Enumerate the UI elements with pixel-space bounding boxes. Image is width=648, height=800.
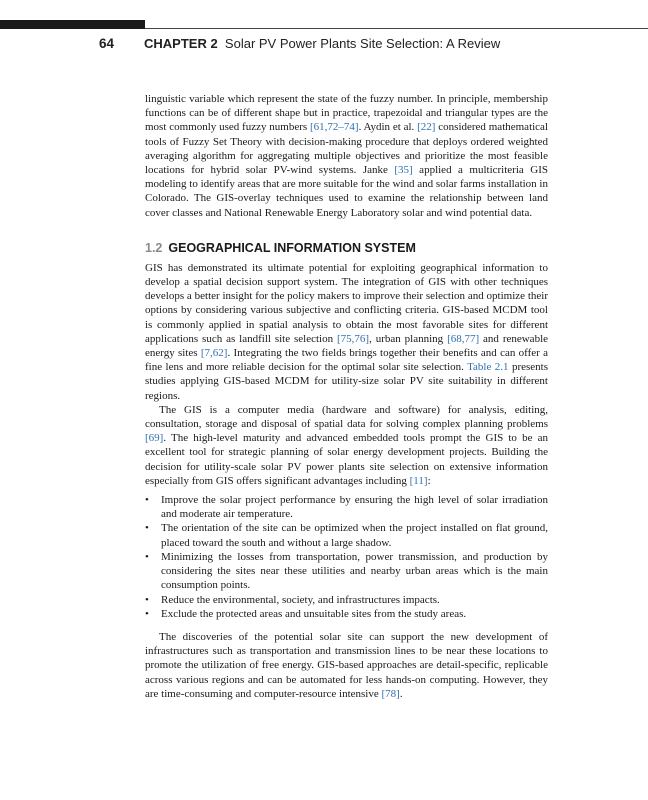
section-number: 1.2 bbox=[145, 240, 163, 255]
running-head bbox=[0, 34, 648, 54]
chapter-label: CHAPTER 2 bbox=[144, 36, 218, 51]
citation-link[interactable]: [75,76] bbox=[337, 332, 370, 345]
chapter-title: Solar PV Power Plants Site Selection: A Review bbox=[224, 36, 501, 51]
list-item: • Improve the solar project performance by ensuring the high level of solar irradiation and moderate air temperature. bbox=[145, 493, 548, 521]
citation-link[interactable]: [22] bbox=[417, 121, 436, 134]
paragraph-gis-intro: GIS has demonstrated its ultimate potential for exploiting geographical information to develop a spatial decision support system. The integration of GIS with other techniques develops a better insight for the policy makers to improve their selection and optimize their options by considering various subjective and conflicting criteria. GIS-based MCDM tool is commonly applied in spatial analysis to obtain the most favorable sites for different applications such as landfill site selection [75,76], urban planning [68,77] and renewable energy sites [7,62]. Integrating the two fields brings together their benefits and can offer a fine lens and more reliable decision for the optimal solar site selection. Table 2.1 presents studies applying GIS-based MCDM for utility-size solar PV site suitability in different regions. bbox=[145, 261, 549, 402]
citation-link[interactable]: [68,77] bbox=[447, 332, 480, 345]
header-bar bbox=[0, 20, 145, 29]
citation-link[interactable]: [11] bbox=[409, 474, 428, 487]
list-item: • Minimizing the losses from transportation, power transmission, and production by considering the sites near these utilities and nearby urban areas which is the main consumption points. bbox=[145, 550, 548, 593]
section-heading bbox=[145, 241, 548, 255]
citation-link[interactable]: [61,72–74] bbox=[310, 121, 359, 134]
citation-link[interactable]: [7,62] bbox=[200, 347, 228, 360]
section-title: GEOGRAPHICAL INFORMATION SYSTEM bbox=[168, 240, 416, 255]
citation-link[interactable]: [78] bbox=[381, 687, 400, 700]
advantages-list bbox=[145, 493, 548, 621]
chapter-heading bbox=[144, 36, 500, 51]
paragraph-gis-media: The GIS is a computer media (hardware and software) for analysis, editing, consultation, storage and disposal of spatial data for solving complex planning problems [69]. The high-level maturity and advanced embedded tools prompt the GIS to be an excellent tool for strategic planning of solar energy development projects. Building the decision for utility-scale solar PV power plants site selection on extensive information especially from GIS offers significant advantages including [11]: bbox=[145, 403, 548, 487]
citation-link[interactable]: [35] bbox=[394, 164, 413, 177]
table-link[interactable]: Table 2.1 bbox=[467, 361, 509, 374]
paragraph-discoveries: The discoveries of the potential solar site can support the new development of infrastructures such as transportation and transmission lines to be near these locations to promote the utilization of free energy. GIS-based approaches are detail-specific, replicable across various regions and can be automated for less hands-on computing. However, they are time-consuming and computer-resource intensive [78]. bbox=[145, 630, 548, 700]
list-item: • Reduce the environmental, society, and infrastructures impacts. bbox=[145, 593, 548, 607]
list-item: • Exclude the protected areas and unsuitable sites from the study areas. bbox=[145, 607, 548, 621]
page-number: 64 bbox=[99, 36, 115, 51]
page-body bbox=[145, 92, 548, 701]
paragraph-fuzzy: linguistic variable which represent the state of the fuzzy number. In principle, membership functions can be of different shape but in practice, trapezoidal and triangular types are the most commonly used fuzzy numbers [61,72–74]. Aydin et al. [22] considered mathematical tools of Fuzzy Set Theory with decision-making procedure that deploys ordered weighted averaging algorithm for aggregating multiple objectives and prioritize the most feasible locations for hybrid solar PV-wind systems. Janke [35] applied a multicriteria GIS modeling to identify areas that are more suitable for the wind and solar farms installation in Colorado. The GIS-overlay techniques used to examine the relationship between land cover classes and National Renewable Energy Laboratory solar and wind potential data. bbox=[145, 93, 549, 219]
header-rule bbox=[145, 28, 648, 29]
citation-link[interactable]: [69] bbox=[145, 432, 164, 445]
list-item: • The orientation of the site can be optimized when the project installed on flat ground, placed toward the south and without a large shadow. bbox=[145, 521, 548, 549]
